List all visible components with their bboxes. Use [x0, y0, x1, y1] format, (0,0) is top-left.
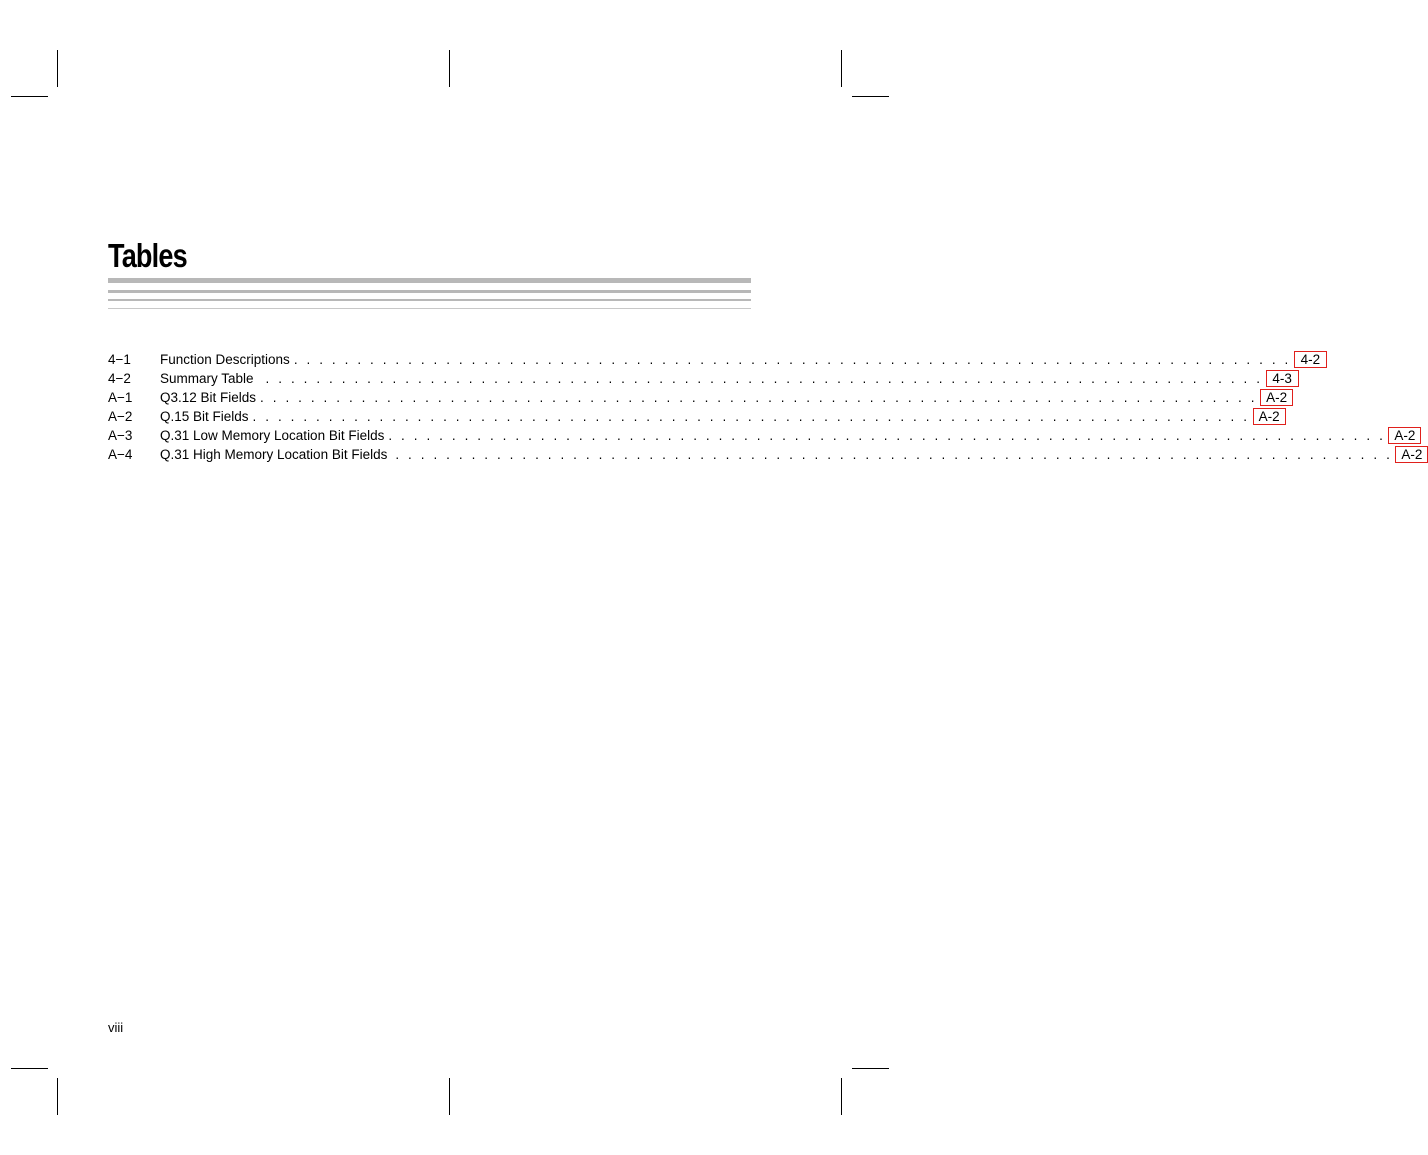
table-number: A−4 — [108, 447, 133, 462]
crop-mark-top-center — [449, 50, 450, 87]
page-link[interactable]: A-2 — [1253, 408, 1286, 425]
toc-entry[interactable] — [108, 350, 1321, 369]
table-number: 4−2 — [108, 371, 131, 386]
toc-entry[interactable] — [108, 388, 1288, 407]
crop-mark-bottom-right-horizontal — [852, 1068, 889, 1069]
page-link[interactable]: 4-2 — [1294, 351, 1327, 368]
title-rule-hairline — [108, 308, 751, 309]
crop-mark-top-right-horizontal — [852, 96, 889, 97]
page-link[interactable]: A-2 — [1388, 427, 1421, 444]
table-title: Function Descriptions — [160, 352, 290, 367]
dot-leader: . . . . . . . . . . . . . . . . . . . . . . . . . . . . . . . . . . . . . . . . . . . . . . . . . . . . . . . . . . . . . . . . . . . . . . . . . . . . . . . — [388, 428, 1386, 443]
dot-leader: . . . . . . . . . . . . . . . . . . . . . . . . . . . . . . . . . . . . . . . . . . . . . . . . . . . . . . . . . . . . . . . . . . . . . . . . . . . . . . . — [260, 390, 1258, 405]
dot-leader: . . . . . . . . . . . . . . . . . . . . . . . . . . . . . . . . . . . . . . . . . . . . . . . . . . . . . . . . . . . . . . . . . . . . . . . . . . . . . . . — [293, 352, 1291, 367]
toc-entry[interactable] — [108, 426, 1416, 445]
crop-mark-bottom-center — [449, 1078, 450, 1115]
crop-mark-bottom-right-vertical — [841, 1078, 842, 1115]
toc-entry[interactable] — [108, 407, 1280, 426]
title-rule-medium — [108, 290, 751, 293]
page-link[interactable]: 4-3 — [1266, 370, 1299, 387]
page-link[interactable]: A-2 — [1260, 389, 1293, 406]
list-of-tables — [108, 350, 1423, 464]
toc-entry[interactable] — [108, 445, 1423, 464]
crop-mark-top-right-vertical — [841, 50, 842, 87]
table-title: Q.31 Low Memory Location Bit Fields — [160, 428, 385, 443]
page-folio: viii — [108, 1020, 124, 1035]
table-title: Summary Table — [160, 371, 254, 386]
table-number: 4−1 — [108, 352, 131, 367]
dot-leader: . . . . . . . . . . . . . . . . . . . . . . . . . . . . . . . . . . . . . . . . . . . . . . . . . . . . . . . . . . . . . . . . . . . . . . . . . . . . . . . — [252, 409, 1250, 424]
page-link[interactable]: A-2 — [1395, 446, 1428, 463]
table-title: Q3.12 Bit Fields — [160, 390, 257, 405]
table-number: A−3 — [108, 428, 133, 443]
table-number: A−2 — [108, 409, 133, 424]
crop-mark-bottom-left-vertical — [57, 1078, 58, 1115]
table-title: Q.15 Bit Fields — [160, 409, 249, 424]
title-rule-thin — [108, 299, 751, 301]
crop-mark-bottom-left-horizontal — [11, 1068, 48, 1069]
crop-mark-top-left-vertical — [57, 50, 58, 87]
dot-leader: . . . . . . . . . . . . . . . . . . . . . . . . . . . . . . . . . . . . . . . . . . . . . . . . . . . . . . . . . . . . . . . . . . . . . . . . . . . . . . . — [395, 447, 1393, 462]
dot-leader: . . . . . . . . . . . . . . . . . . . . . . . . . . . . . . . . . . . . . . . . . . . . . . . . . . . . . . . . . . . . . . . . . . . . . . . . . . . . . . . — [265, 371, 1263, 386]
toc-entry[interactable] — [108, 369, 1292, 388]
title-rule-thick — [108, 278, 751, 283]
table-title: Q.31 High Memory Location Bit Fields — [160, 447, 388, 462]
table-number: A−1 — [108, 390, 133, 405]
crop-mark-top-left-horizontal — [11, 96, 48, 97]
page-title: Tables — [108, 237, 187, 274]
